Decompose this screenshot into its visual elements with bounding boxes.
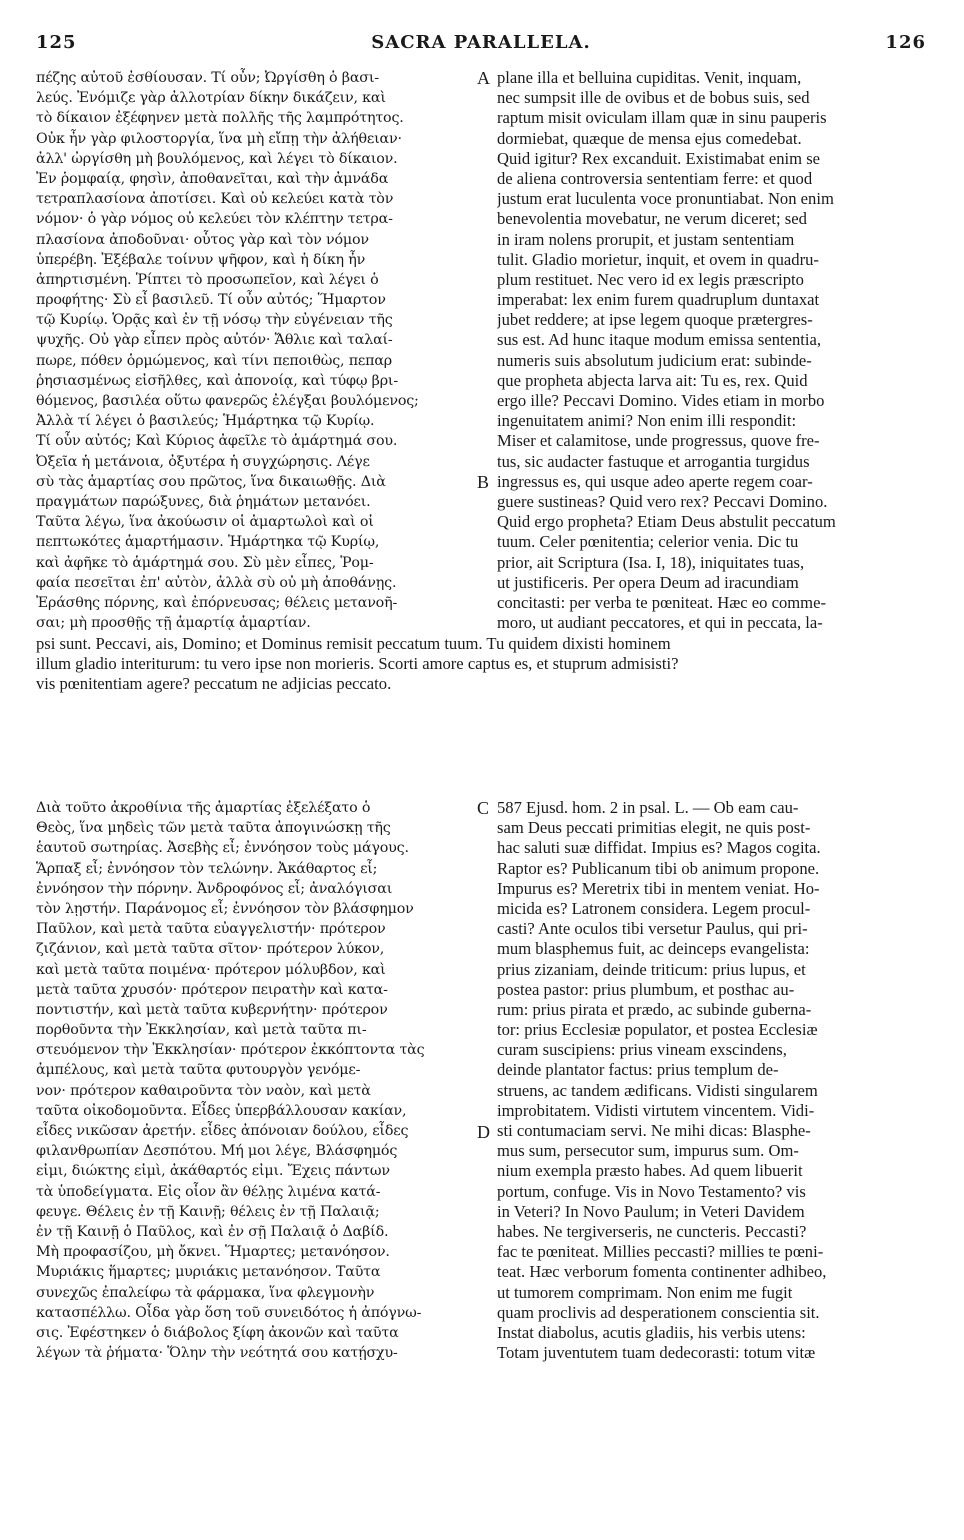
latin-text-line: portum, confuge. Vis in Novo Testamento? vis	[497, 1181, 806, 1201]
greek-text-line: πεπτωκότες ἁμαρτήμασιν. Ἡμάρτηκα τῷ Κυρίῳ,	[36, 534, 380, 551]
latin-text-line: plane illa et belluina cupiditas. Venit, inquam,	[497, 68, 802, 87]
latin-text-line: illum gladio interiturum: tu vero ipse non morieris. Scorti amore captus es, et stuprum admisisti?	[36, 654, 679, 674]
latin-text-line: hac saluti suæ diffidat. Impius es? Magos cogita.	[497, 838, 821, 858]
latin-text-line: improbitatem. Vidisti virtutem vincentem. Vidi-	[497, 1100, 815, 1120]
latin-text-line: psi sunt. Peccavi, ais, Domino; et Dominus remisit peccatum tuum. Tu quidem dixisti hominem	[36, 634, 671, 653]
greek-text-line: Ταῦτα λέγω, ἵνα ἀκούωσιν οἱ ἁμαρτωλοὶ καὶ οἱ	[36, 514, 374, 531]
greek-text-line: καὶ μετὰ ταῦτα ποιμένα· πρότερον μόλυβδον, καὶ	[36, 961, 386, 978]
page-header	[36, 32, 926, 58]
greek-text-line: Ἀλλὰ τί λέγει ὁ βασιλεύς; Ἡμάρτηκα τῷ Κυρίῳ.	[36, 413, 375, 430]
greek-text-line: πωρε, πόθεν ὁρμώμενος, καὶ τίνι πεποιθὼς, πεπαρ	[36, 352, 392, 369]
greek-text-line: ζιζάνιον, καὶ μετὰ ταῦτα σῖτον· πρότερον λύκον,	[36, 941, 385, 958]
greek-text-line: ὑπερέβη. Ἐξέβαλε τοίνυν ψῆφον, καὶ ἡ δίκη ἦν	[36, 251, 366, 268]
greek-text-line: Διὰ τοῦτο ἀκροθίνια τῆς ἁμαρτίας ἐξελέξατο ὁ	[36, 800, 371, 816]
greek-text-line: τὸ δίκαιον ἐξέφηνεν μετὰ πολλῆς τῆς λαμπρότητος.	[36, 110, 404, 127]
latin-text-line: Quid igitur? Rex excanduit. Existimabat enim se	[497, 148, 821, 168]
greek-text-line: Ἅρπαξ εἶ; ἐννόησον τὸν τελώνην. Ἀκάθαρτος εἶ;	[36, 860, 378, 877]
latin-text-line: tor: prius Ecclesiæ populator, et postea Ecclesiæ	[497, 1020, 818, 1040]
greek-text-line: στευόμενον τὴν Ἐκκλησίαν· πρότερον ἐκκόπτοντα τὰς	[36, 1042, 425, 1059]
latin-text-line: ingenuitatem animi? Non enim illi respondit:	[497, 411, 797, 431]
greek-text-line: φιλανθρωπίαν Δεσπότου. Μή μοι λέγε, Βλάσφημός	[36, 1143, 398, 1160]
latin-text-line: sus est. Ad hunc itaque modum emissa sententia,	[497, 330, 821, 350]
latin-text-line: que propheta abjecta larva ait: Tu es, rex. Quid	[497, 370, 808, 390]
latin-text-line: 587 Ejusd. hom. 2 in psal. L. — Ob eam cau-	[497, 798, 799, 817]
latin-text-line: raptum misit oviculam illam quæ in sinu pauperis	[497, 108, 827, 128]
greek-text-line: ῥησιασμένως εἰσῆλθες, καὶ ἀπονοίᾳ, καὶ τύφῳ βρι-	[36, 372, 398, 389]
greek-text-line: ποντιστήν, καὶ μετὰ ταῦτα κυβερνήτην· πρότερον	[36, 1001, 388, 1018]
latin-text-line: numeris suis absolutum judicium erat: subinde-	[497, 350, 812, 370]
latin-text-line: Totam juventutem tuam dedecorasti: totum vitæ	[497, 1343, 816, 1363]
greek-text-line: Τί οὖν αὐτός; Καὶ Κύριος ἀφεῖλε τὸ ἁμάρτημά σου.	[36, 433, 398, 450]
greek-text-line: ἀλλ' ὠργίσθη μὴ βουλόμενος, καὶ λέγει τὸ δίκαιον.	[36, 150, 398, 167]
greek-column-top	[36, 68, 476, 633]
latin-column-bottom	[497, 798, 929, 1363]
greek-text-line: συνεχῶς ἐπαλείφω τὰ φάρμακα, ἵνα φλεγμονὴν	[36, 1284, 375, 1301]
latin-text-line: curam suscipiens: prius vineam exscindens,	[497, 1040, 787, 1060]
latin-text-line: dormiebat, quæque de mensa ejus comedebat.	[497, 128, 802, 148]
greek-text-line: λέγων τὰ ῥήματα· Ὅλην τὴν νεότητά σου κατῄσχυ-	[36, 1345, 398, 1362]
greek-text-line: σὺ τὰς ἁμαρτίας σου πρῶτος, ἵνα δικαιωθῇς. Διὰ	[36, 473, 386, 490]
latin-text-line: sti contumaciam servi. Ne mihi dicas: Blasphe-	[497, 1121, 811, 1140]
greek-text-line: τετραπλασίονα ἀποτίσει. Καὶ οὐ κελεύει κατὰ τὸν	[36, 191, 394, 208]
latin-text-line: de aliena controversia sententiam ferre: et quod	[497, 168, 813, 188]
greek-text-line: Ἐν ῥομφαίᾳ, φησὶν, ἀποθανεῖται, καὶ τὴν ἀμνάδα	[36, 170, 389, 187]
greek-text-line: θόμενος, βασιλέα οὕτω φανερῶς ἐλέγξαι βουλόμενος;	[36, 393, 419, 409]
section-marker-a: A	[477, 68, 490, 88]
latin-text-line: Miser et calamitose, unde progressus, quove fre-	[497, 431, 820, 451]
greek-text-line: Μυριάκις ἥμαρτες; μυριάκις μετανόησον. Ταῦτα	[36, 1264, 381, 1281]
greek-text-line: ἀμπέλους, καὶ μετὰ ταῦτα φυτουργὸν γενόμε-	[36, 1062, 361, 1079]
latin-text-line: in Veteri? In Novo Paulum; in Veteri Davidem	[497, 1201, 805, 1221]
latin-text-line: habes. Ne tergiverseris, ne cuncteris. Peccasti?	[497, 1221, 807, 1241]
greek-text-line: τὰ ὑποδείγματα. Εἰς οἷον ἂν θέλῃς λιμένα κατά-	[36, 1183, 381, 1200]
latin-text-line: fac te pœniteat. Millies peccasti? millies te pœni-	[497, 1242, 824, 1262]
latin-text-line: mus sum, persecutor sum, impurus sum. Om-	[497, 1141, 799, 1161]
section-marker-d: D	[477, 1122, 490, 1142]
latin-text-line: sam Deus peccati primitias elegit, ne quis post-	[497, 818, 811, 838]
latin-text-line: Quid ergo propheta? Etiam Deus abstulit peccatum	[497, 512, 836, 532]
greek-text-line: τὸν λῃστήν. Παράνομος εἶ; ἐννόησον τὸν βλάσφημον	[36, 900, 414, 917]
greek-text-line: λεύς. Ἐνόμιζε γὰρ ἀλλοτρίαν δίκην δικάζειν, καὶ	[36, 90, 386, 107]
latin-text-line: struens, ac tandem ædificans. Vidisti singularem	[497, 1080, 818, 1100]
latin-text-line: concitasti: per verba te pœniteat. Hæc eo comme-	[497, 592, 826, 612]
latin-text-line: teat. Hæc verborum fomenta continenter adhibeo,	[497, 1262, 827, 1282]
greek-text-line: εἰμι, διώκτης εἰμὶ, ἀκάθαρτός εἰμι. Ἔχεις πάντων	[36, 1163, 390, 1180]
latin-text-line: benevolentia movebatur, ne verum diceret; sed	[497, 209, 807, 229]
latin-text-line: justum erat luculenta voce pronuntiabat. Non enim	[497, 189, 834, 209]
latin-text-line: postea pastor: prius plumbum, et posthac au-	[497, 979, 795, 999]
greek-text-line: καὶ ἀφῆκε τὸ ἁμάρτημά σου. Σὺ μὲν εἶπες, Ῥομ-	[36, 554, 374, 571]
greek-text-line: τῷ Κυρίῳ. Ὁρᾷς καὶ ἐν τῇ νόσῳ τὴν εὐγένειαν τῆς	[36, 312, 393, 329]
latin-text-line: vis pœnitentiam agere? peccatum ne adjicias peccato.	[36, 674, 392, 694]
latin-text-line: plum restituet. Nec vero id ex legis præscripto	[497, 269, 804, 289]
latin-text-line: ut justificeris. Per opera Deum ad iracundiam	[497, 572, 799, 592]
greek-text-line: ἀπηρτισμένη. Ῥίπτει τὸ προσωπεῖον, καὶ λέγει ὁ	[36, 271, 379, 288]
latin-text-line: quam proclivis ad desperationem conscientia sit.	[497, 1302, 820, 1322]
greek-text-line: ἑαυτοῦ σωτηρίας. Ἀσεβὴς εἶ; ἐννόησον τοὺς μάγους.	[36, 840, 409, 857]
latin-text-line: mum blasphemus fuit, ac deinceps evangelista:	[497, 939, 810, 959]
latin-text-line: tulit. Gladio morietur, inquit, et ovem in quadru-	[497, 249, 819, 269]
greek-text-line: κατασπέλλω. Οἶδα γὰρ ὅση τοῦ συνειδότος ἡ ἀπόγνω-	[36, 1304, 422, 1321]
greek-text-line: πλασίονα ἀποδοῦναι· οὗτος γὰρ καὶ τὸν νόμον	[36, 231, 369, 248]
latin-text-line: micida es? Latronem considera. Legem procul-	[497, 898, 811, 918]
latin-text-line: in iram nolens prorupit, et justam sententiam	[497, 229, 795, 249]
greek-text-line: Μὴ προφασίζου, μὴ ὄκνει. Ἥμαρτες; μετανόησον.	[36, 1244, 390, 1261]
latin-text-line: deinde plantator factus: prius templum de-	[497, 1060, 779, 1080]
latin-full-width-paragraph	[36, 634, 926, 695]
greek-text-line: Ἐράσθης πόρνης, καὶ ἐπόρνευσας; θέλεις μετανοῆ-	[36, 594, 398, 611]
greek-text-line: μετὰ ταῦτα χρυσόν· πρότερον πειρατὴν καὶ κατα-	[36, 981, 388, 998]
greek-text-line: σαι; μὴ προσθῇς τῇ ἁμαρτίᾳ ἁμαρτίαν.	[36, 615, 311, 632]
greek-text-line: ταῦτα οἰκοδομοῦντα. Εἶδες ὑπερβάλλουσαν κακίαν,	[36, 1102, 407, 1119]
greek-text-line: φαία πεσεῖται ἐπ' αὐτὸν, ἀλλὰ σὺ οὐ μὴ ἀποθάνῃς.	[36, 574, 397, 591]
latin-text-line: ergo ille? Peccavi Domino. Vides etiam in morbo	[497, 391, 825, 410]
latin-text-line: moro, ut audiant peccatores, et qui in peccata, la-	[497, 613, 823, 633]
greek-text-line: πραγμάτων παρώξυνες, διὰ ῥημάτων μετανόει.	[36, 493, 371, 510]
greek-text-line: νόμον· ὁ γὰρ νόμος οὐ κελεύει τὸν κλέπτην τετρα-	[36, 211, 393, 228]
latin-text-line: prius zizaniam, deinde triticum: prius lupus, et	[497, 959, 806, 979]
greek-text-line: Παῦλον, καὶ μετὰ ταῦτα εὐαγγελιστήν· πρότερον	[36, 921, 386, 938]
latin-text-line: casti? Ante oculos tibi versetur Paulus, qui pri-	[497, 919, 808, 939]
greek-column-bottom	[36, 798, 476, 1363]
latin-text-line: Raptor es? Publicanum tibi ob animum propone.	[497, 858, 820, 878]
latin-text-line: guere sustineas? Quid vero rex? Peccavi Domino.	[497, 491, 828, 511]
latin-text-line: nec sumpsit ille de ovibus et de bobus suis, sed	[497, 88, 810, 108]
greek-text-line: νον· πρότερον καθαιροῦντα τὸν ναὸν, καὶ μετὰ	[36, 1082, 371, 1099]
greek-text-line: ἐν τῇ Καινῇ ὁ Παῦλος, καὶ ἐν σῇ Παλαιᾷ ὁ Δαβίδ.	[36, 1223, 389, 1240]
right-page-number: 126	[885, 32, 926, 53]
latin-text-line: tuum. Celer pœnitentia; celerior venia. Dic tu	[497, 532, 799, 552]
latin-text-line: imperabat: lex enim furem quadruplum duntaxat	[497, 290, 820, 310]
latin-text-line: jubet reddere; at ipse legem quoque prætergres-	[497, 310, 813, 330]
latin-text-line: Instat diabolus, acutis gladiis, his verbis utens:	[497, 1322, 806, 1342]
greek-text-line: προφήτης· Σὺ εἶ βασιλεῦ. Τί οὖν αὐτός; Ἥμαρτον	[36, 292, 386, 309]
greek-text-line: πορθοῦντα τὴν Ἐκκλησίαν, καὶ μετὰ ταῦτα πι-	[36, 1022, 367, 1039]
greek-text-line: ἐννόησον τὴν πόρνην. Ἀνδροφόνος εἶ; ἀναλόγισαι	[36, 880, 393, 897]
greek-text-line: εἶδες νικῶσαν ἀρετήν. εἶδες ἀπόνοιαν δούλου, εἶδες	[36, 1123, 409, 1139]
greek-text-line: Οὐκ ἦν γὰρ φιλοστοργία, ἵνα μὴ εἴπῃ τὴν ἀλήθειαν·	[36, 130, 402, 147]
section-marker-b: B	[477, 472, 490, 492]
latin-text-line: nium exempla præsto habes. Ad quem libuerit	[497, 1161, 803, 1181]
latin-text-line: tus, sic audacter fastuque et arrogantia turgidus	[497, 451, 810, 471]
latin-column-top	[497, 68, 929, 633]
latin-text-line: rum: prius pirata et prædo, ac subinde guberna-	[497, 999, 812, 1019]
greek-text-line: σις. Ἐφέστηκεν ὁ διάβολος ξίφη ἀκονῶν καὶ ταῦτα	[36, 1324, 399, 1341]
greek-text-line: Θεὸς, ἵνα μηδεὶς τῶν μετὰ ταῦτα ἀπογινώσκῃ τῆς	[36, 820, 391, 837]
greek-text-line: φευγε. Θέλεις ἐν τῇ Καινῇ; θέλεις ἐν τῇ Παλαιᾷ;	[36, 1203, 380, 1220]
latin-text-line: ut tumorem comprimam. Non enim me fugit	[497, 1282, 793, 1302]
greek-text-line: ψυχῆς. Οὐ γὰρ εἶπεν πρὸς αὐτόν· Ἄθλιε καὶ ταλαί-	[36, 332, 393, 349]
section-marker-c: C	[477, 798, 490, 818]
greek-text-line: Ὀξεῖα ἡ μετάνοια, ὀξυτέρα ἡ συγχώρησις. Λέγε	[36, 453, 370, 470]
latin-text-line: ingressus es, qui usque adeo aperte regem coar-	[497, 471, 813, 491]
latin-text-line: prior, ait Scriptura (Isa. I, 18), iniquitates tuas,	[497, 552, 805, 572]
latin-text-line: Impurus es? Meretrix tibi in mentem veniat. Ho-	[497, 878, 820, 898]
greek-text-line: πέζης αὐτοῦ ἐσθίουσαν. Τί οὖν; Ὠργίσθη ὁ βασι-	[36, 70, 379, 86]
left-page-number: 125	[36, 32, 77, 53]
running-title: SACRA PARALLELA.	[371, 32, 591, 53]
